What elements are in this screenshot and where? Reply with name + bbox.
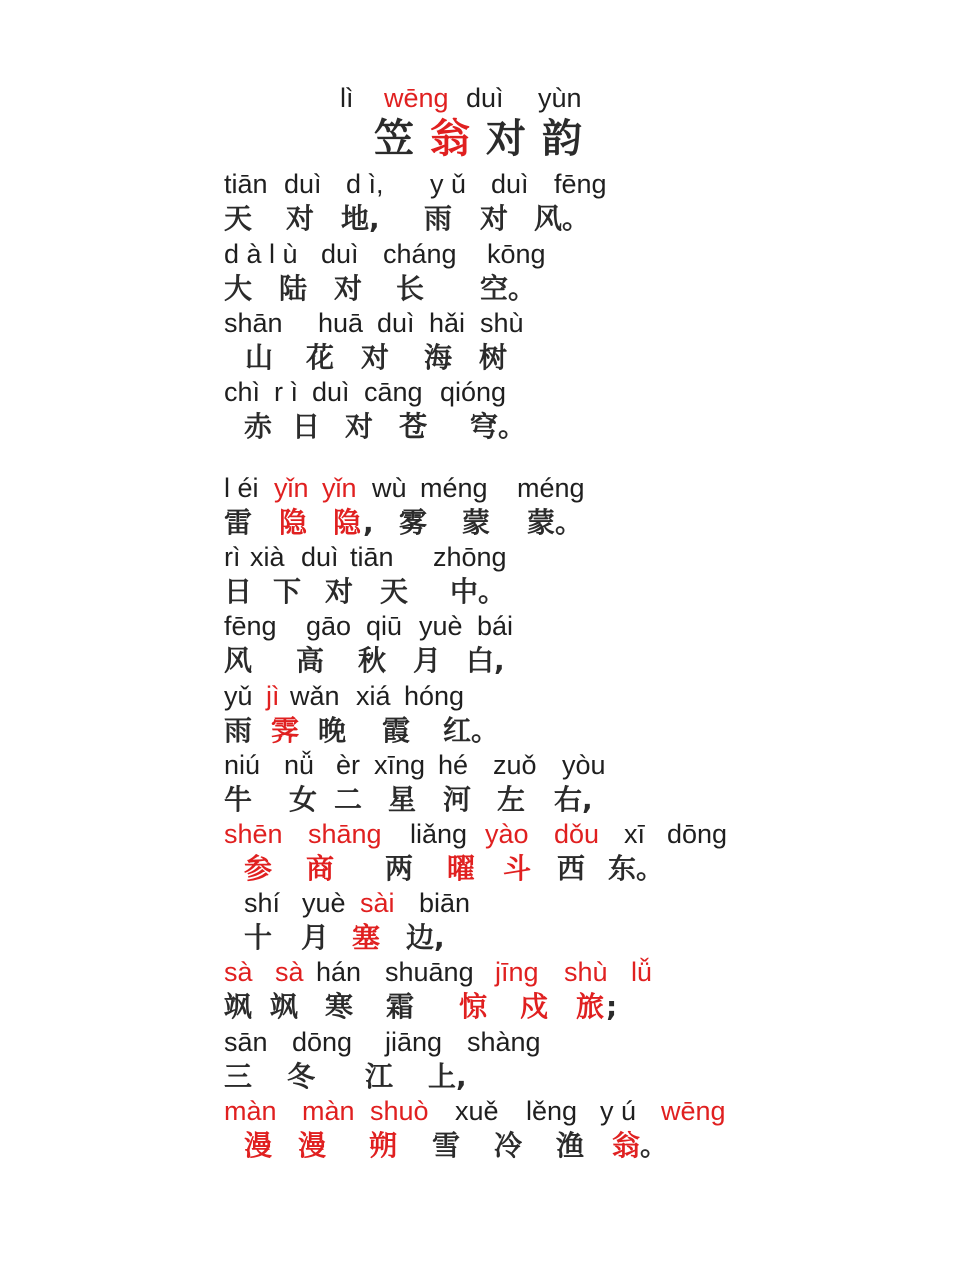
hanzi-character: 霜 <box>386 990 415 1023</box>
pinyin-syllable: duì <box>491 169 529 199</box>
pinyin-syllable: niú <box>224 750 261 780</box>
hanzi-character: 惊 <box>459 990 488 1023</box>
hanzi-line <box>0 643 960 679</box>
hanzi-line <box>0 574 960 610</box>
pinyin-syllable: shāng <box>308 819 382 849</box>
hanzi-character: 对 <box>286 202 315 235</box>
hanzi-character: ; <box>606 990 618 1023</box>
pinyin-syllable: shēn <box>224 819 283 849</box>
hanzi-character: 冬 <box>287 1060 316 1093</box>
pinyin-syllable: xià <box>250 542 285 572</box>
pinyin-line <box>0 608 960 644</box>
pinyin-syllable: wù <box>372 473 407 503</box>
pinyin-syllable: r ì <box>274 377 298 407</box>
hanzi-line <box>0 989 960 1025</box>
hanzi-character: 风。 <box>534 202 591 235</box>
hanzi-character: 漫 <box>298 1129 327 1162</box>
hanzi-character: 隐 <box>279 506 308 539</box>
hanzi-character: 冷 <box>494 1129 523 1162</box>
hanzi-character: 渔 <box>556 1129 585 1162</box>
hanzi-character: 左 <box>497 783 526 816</box>
pinyin-line <box>0 305 960 341</box>
hanzi-character: 朔 <box>369 1129 398 1162</box>
hanzi-character: 红。 <box>443 714 500 747</box>
hanzi-character: 飒 <box>270 990 299 1023</box>
hanzi-character: 隐 <box>333 506 362 539</box>
pinyin-syllable: màn <box>224 1096 277 1126</box>
pinyin-syllable: dōng <box>292 1027 353 1057</box>
hanzi-character: 二 <box>334 783 363 816</box>
pinyin-syllable: shù <box>480 308 524 338</box>
hanzi-character: 对 <box>334 272 363 305</box>
hanzi-character: 白, <box>466 644 505 677</box>
hanzi-character: 日 <box>292 410 321 443</box>
pinyin-syllable: zuǒ <box>493 750 537 780</box>
pinyin-syllable: kōng <box>487 239 546 269</box>
hanzi-character: 风 <box>224 644 253 677</box>
pinyin-syllable: tiān <box>224 169 268 199</box>
hanzi-character: 日 <box>224 575 253 608</box>
pinyin-syllable: bái <box>477 611 514 641</box>
hanzi-character: 对 <box>325 575 354 608</box>
pinyin-syllable: yǔ <box>224 681 253 711</box>
pinyin-syllable: cháng <box>383 239 457 269</box>
pinyin-syllable: yuè <box>419 611 463 641</box>
pinyin-syllable: méng <box>517 473 585 503</box>
pinyin-line <box>0 470 960 506</box>
pinyin-line <box>0 166 960 202</box>
hanzi-character: 地, <box>341 202 380 235</box>
hanzi-character: 河 <box>443 783 472 816</box>
pinyin-syllable: shuò <box>370 1096 429 1126</box>
pinyin-syllable: lěng <box>526 1096 578 1126</box>
hanzi-character: , <box>363 506 374 539</box>
pinyin-syllable: èr <box>336 750 361 780</box>
title-pinyin <box>0 80 960 116</box>
title-pinyin-syllable: wēng <box>384 83 449 113</box>
hanzi-character: 花 <box>306 341 335 374</box>
hanzi-character: 边, <box>406 921 445 954</box>
hanzi-character: 月 <box>413 644 442 677</box>
pinyin-syllable: jiāng <box>385 1027 443 1057</box>
hanzi-character: 东。 <box>608 852 665 885</box>
pinyin-syllable: l éi <box>224 473 259 503</box>
hanzi-character: 长 <box>396 272 425 305</box>
hanzi-character: 雪 <box>432 1129 461 1162</box>
hanzi-line <box>0 271 960 307</box>
hanzi-character: 参 <box>244 852 273 885</box>
pinyin-syllable: lǚ <box>631 957 653 987</box>
hanzi-character: 。 <box>640 1129 669 1162</box>
pinyin-syllable: sān <box>224 1027 268 1057</box>
hanzi-character: 山 <box>245 341 274 374</box>
hanzi-character: 穹。 <box>470 410 527 443</box>
hanzi-character: 高 <box>296 644 325 677</box>
hanzi-character: 苍 <box>399 410 428 443</box>
hanzi-character: 陆 <box>279 272 308 305</box>
hanzi-character: 翁 <box>612 1129 641 1162</box>
pinyin-line <box>0 539 960 575</box>
hanzi-line <box>0 782 960 818</box>
pinyin-syllable: yǐn <box>274 473 309 503</box>
hanzi-character: 西 <box>557 852 586 885</box>
pinyin-syllable: fēng <box>554 169 607 199</box>
pinyin-syllable: hé <box>438 750 469 780</box>
hanzi-character: 下 <box>273 575 302 608</box>
hanzi-line <box>0 201 960 237</box>
pinyin-syllable: màn <box>302 1096 355 1126</box>
hanzi-character: 月 <box>301 921 330 954</box>
title-character: 韵 <box>542 116 582 162</box>
pinyin-line <box>0 954 960 990</box>
pinyin-syllable: méng <box>420 473 488 503</box>
hanzi-character: 对 <box>345 410 374 443</box>
hanzi-character: 星 <box>388 783 417 816</box>
hanzi-line <box>0 409 960 445</box>
hanzi-character: 商 <box>306 852 335 885</box>
pinyin-syllable: d ì, <box>346 169 384 199</box>
hanzi-character: 牛 <box>224 783 253 816</box>
pinyin-syllable: yòu <box>562 750 606 780</box>
pinyin-syllable: xīng <box>374 750 426 780</box>
pinyin-syllable: qióng <box>440 377 507 407</box>
hanzi-line <box>0 505 960 541</box>
hanzi-character: 雨 <box>224 714 253 747</box>
pinyin-syllable: chì <box>224 377 261 407</box>
pinyin-syllable: sà <box>224 957 253 987</box>
pinyin-syllable: yǐn <box>322 473 357 503</box>
pinyin-syllable: rì <box>224 542 241 572</box>
pinyin-line <box>0 1093 960 1129</box>
pinyin-syllable: yào <box>485 819 529 849</box>
title-character: 对 <box>486 116 526 162</box>
page-title <box>0 114 960 164</box>
pinyin-syllable: wǎn <box>290 681 340 711</box>
pinyin-syllable: shuāng <box>385 957 474 987</box>
hanzi-character: 中。 <box>450 575 507 608</box>
pinyin-syllable: fēng <box>224 611 277 641</box>
hanzi-character: 雷 <box>224 506 253 539</box>
pinyin-syllable: shān <box>224 308 283 338</box>
hanzi-character: 寒 <box>325 990 354 1023</box>
hanzi-character: 漫 <box>244 1129 273 1162</box>
hanzi-character: 女 <box>289 783 318 816</box>
hanzi-character: 三 <box>224 1060 253 1093</box>
hanzi-character: 空。 <box>480 272 537 305</box>
hanzi-line <box>0 713 960 749</box>
pinyin-syllable: hán <box>316 957 362 987</box>
pinyin-syllable: hóng <box>404 681 465 711</box>
pinyin-syllable: yuè <box>302 888 346 918</box>
pinyin-syllable: y ǔ <box>430 169 467 199</box>
pinyin-syllable: y ú <box>600 1096 637 1126</box>
pinyin-syllable: shàng <box>467 1027 541 1057</box>
hanzi-character: 秋 <box>358 644 387 677</box>
hanzi-character: 蒙 <box>462 506 491 539</box>
pinyin-syllable: huā <box>318 308 364 338</box>
pinyin-syllable: biān <box>419 888 471 918</box>
hanzi-character: 霞 <box>382 714 411 747</box>
pinyin-line <box>0 816 960 852</box>
pinyin-syllable: xiá <box>356 681 391 711</box>
hanzi-line <box>0 340 960 376</box>
pinyin-syllable: jì <box>266 681 280 711</box>
hanzi-character: 雨 <box>424 202 453 235</box>
pinyin-syllable: gāo <box>306 611 352 641</box>
hanzi-character: 十 <box>244 921 273 954</box>
hanzi-character: 霁 <box>271 714 300 747</box>
pinyin-syllable: xuě <box>455 1096 499 1126</box>
pinyin-syllable: jīng <box>495 957 539 987</box>
pinyin-syllable: duì <box>321 239 359 269</box>
hanzi-character: 天 <box>380 575 409 608</box>
pinyin-line <box>0 885 960 921</box>
pinyin-syllable: xī <box>624 819 646 849</box>
pinyin-syllable: wēng <box>661 1096 726 1126</box>
hanzi-line <box>0 1128 960 1164</box>
pinyin-syllable: dǒu <box>554 819 600 849</box>
hanzi-character: 上, <box>428 1060 467 1093</box>
pinyin-syllable: nǚ <box>284 750 315 780</box>
pinyin-syllable: duì <box>377 308 415 338</box>
hanzi-line <box>0 920 960 956</box>
hanzi-character: 天 <box>224 202 253 235</box>
hanzi-character: 斗 <box>503 852 532 885</box>
hanzi-character: 塞 <box>352 921 381 954</box>
pinyin-syllable: dōng <box>667 819 728 849</box>
hanzi-character: 飒 <box>224 990 253 1023</box>
pinyin-line <box>0 678 960 714</box>
hanzi-character: 蒙。 <box>527 506 584 539</box>
pinyin-syllable: hǎi <box>429 308 466 338</box>
pinyin-syllable: liǎng <box>410 819 468 849</box>
hanzi-character: 戍 <box>520 990 549 1023</box>
title-character: 翁 <box>430 116 470 162</box>
hanzi-character: 海 <box>424 341 453 374</box>
hanzi-character: 右, <box>554 783 593 816</box>
hanzi-character: 赤 <box>244 410 273 443</box>
pinyin-syllable: d à l ù <box>224 239 298 269</box>
hanzi-character: 晚 <box>318 714 347 747</box>
pinyin-syllable: shù <box>564 957 608 987</box>
pinyin-syllable: duì <box>301 542 339 572</box>
hanzi-character: 对 <box>361 341 390 374</box>
hanzi-character: 两 <box>385 852 414 885</box>
hanzi-line <box>0 1059 960 1095</box>
title-pinyin-syllable: yùn <box>538 83 582 113</box>
hanzi-character: 树 <box>479 341 508 374</box>
pinyin-syllable: sài <box>360 888 395 918</box>
pinyin-line <box>0 236 960 272</box>
title-pinyin-syllable: lì <box>340 83 354 113</box>
hanzi-character: 旅 <box>576 990 605 1023</box>
pinyin-line <box>0 747 960 783</box>
pinyin-syllable: cāng <box>364 377 423 407</box>
title-character: 笠 <box>374 116 414 162</box>
pinyin-syllable: duì <box>284 169 322 199</box>
pinyin-line <box>0 1024 960 1060</box>
hanzi-character: 对 <box>480 202 509 235</box>
pinyin-syllable: zhōng <box>433 542 507 572</box>
pinyin-line <box>0 374 960 410</box>
hanzi-character: 曜 <box>447 852 476 885</box>
pinyin-syllable: qiū <box>366 611 403 641</box>
pinyin-syllable: sà <box>275 957 304 987</box>
pinyin-syllable: tiān <box>350 542 394 572</box>
hanzi-character: 雾 <box>399 506 428 539</box>
pinyin-syllable: shí <box>244 888 281 918</box>
hanzi-line <box>0 851 960 887</box>
hanzi-character: 江 <box>365 1060 394 1093</box>
hanzi-character: 大 <box>224 272 253 305</box>
title-pinyin-syllable: duì <box>466 83 504 113</box>
pinyin-syllable: duì <box>312 377 350 407</box>
